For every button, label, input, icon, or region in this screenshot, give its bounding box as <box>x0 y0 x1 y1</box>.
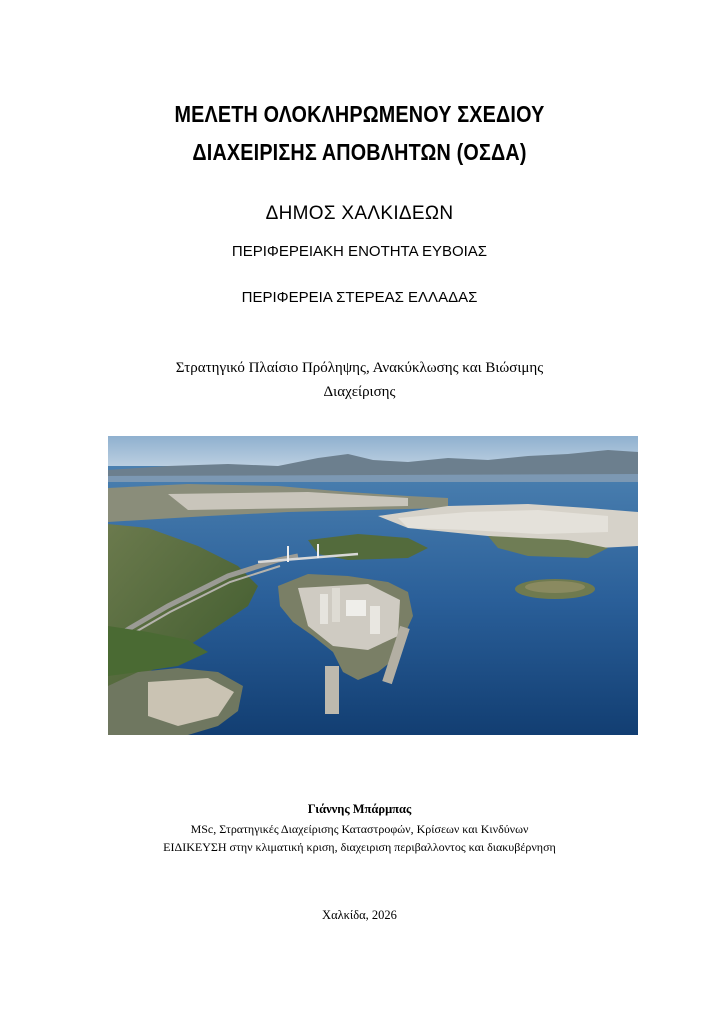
aerial-photo <box>108 436 638 735</box>
author-name: Γιάννης Μπάρμπας <box>307 802 412 816</box>
subtitle-line-1: Στρατηγικό Πλαίσιο Πρόληψης, Ανακύκλωσης και Βιώσιμης <box>175 360 544 376</box>
author-credential-line-1: MSc, Στρατηγικές Διαχείρισης Καταστροφών, Κρίσεων και Κινδύνων <box>190 822 529 836</box>
place-and-date: Χαλκίδα, 2026 <box>322 908 397 922</box>
document-title-line-2: ΔΙΑΧΕΙΡΙΣΗΣ ΑΠΟΒΛΗΤΩΝ (ΟΣΔΑ) <box>192 139 527 165</box>
regional-unit-heading: ΠΕΡΙΦΕΡΕΙΑΚΗ ΕΝΟΤΗΤΑ ΕΥΒΟΙΑΣ <box>231 243 488 260</box>
region-heading: ΠΕΡΙΦΕΡΕΙΑ ΣΤΕΡΕΑΣ ΕΛΛΑΔΑΣ <box>241 289 478 306</box>
author-credential-line-2: ΕΙΔΙΚΕΥΣΗ στην κλιματική κριση, διαχειριση περιβαλλοντος και διακυβέρνηση <box>163 840 556 854</box>
subtitle-line-2: Διαχείρισης <box>323 384 396 400</box>
municipality-heading: ΔΗΜΟΣ ΧΑΛΚΙΔΕΩΝ <box>265 203 454 224</box>
document-title-line-1: ΜΕΛΕΤΗ ΟΛΟΚΛΗΡΩΜΕΝΟΥ ΣΧΕΔΙΟΥ <box>174 101 545 127</box>
